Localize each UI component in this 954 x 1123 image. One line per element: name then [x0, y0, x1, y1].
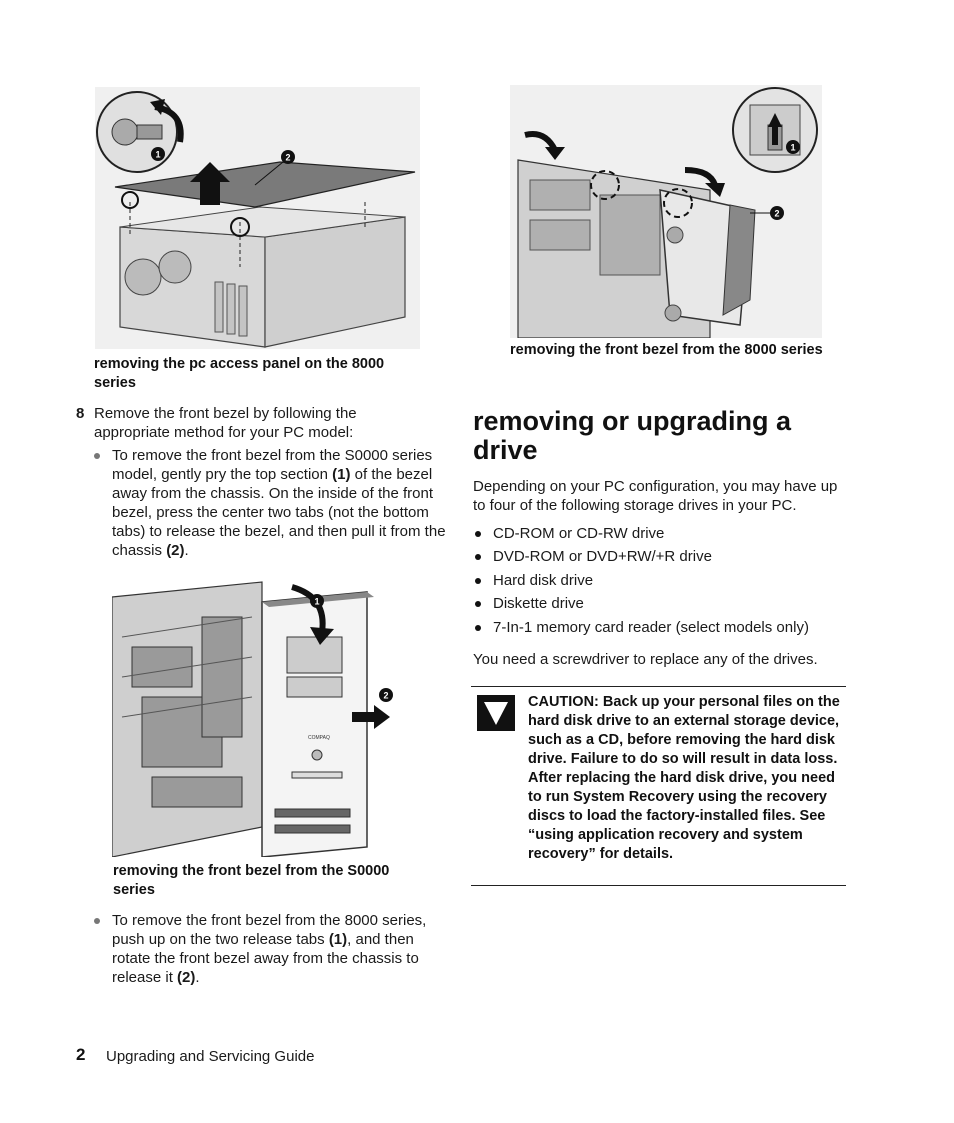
step-text: Remove the front bezel by following the appropriate method for your PC model:: [94, 405, 357, 441]
callout-2-label: 2: [285, 152, 291, 163]
figure-access-panel-caption: removing the pc access panel on the 8000 series: [94, 356, 385, 391]
figure-bezel-8000-image: [510, 85, 822, 338]
bullet-text: To remove the front bezel from the 8000 series, push up on the two release tabs (1), and then rotate the front bezel away from the chassis to release it (2).: [112, 912, 427, 986]
bullet-dot: [475, 578, 481, 584]
drive-label: Diskette drive: [493, 595, 584, 612]
callout-1-label: 1: [155, 149, 161, 160]
callout-2-label: 2: [774, 208, 780, 219]
figure-bezel-8000-caption: removing the front bezel from the 8000 series: [510, 342, 823, 358]
figure-access-panel-image: [95, 87, 420, 349]
callout-1-label: 1: [790, 142, 796, 153]
bullet-dot: [475, 554, 481, 560]
bullet-dot: [475, 531, 481, 537]
drive-label: DVD-ROM or DVD+RW/+R drive: [493, 548, 712, 565]
caution-box: [471, 686, 846, 886]
footer-title: Upgrading and Servicing Guide: [106, 1048, 315, 1065]
step-number: 8: [76, 405, 85, 422]
callout-1-label: 1: [314, 596, 320, 607]
drive-label: 7-In-1 memory card reader (select models only): [493, 619, 809, 636]
drive-label: Hard disk drive: [493, 572, 594, 589]
drive-label: CD-ROM or CD-RW drive: [493, 525, 665, 542]
section-intro: Depending on your PC configuration, you may have up to four of the following storage drives in your PC.: [473, 478, 838, 514]
bullet-dot: [94, 918, 100, 924]
bullet-dot: [475, 625, 481, 631]
callout-2-label: 2: [383, 690, 389, 701]
section-heading: removing or upgrading a drive: [473, 406, 792, 465]
bullet-dot: [94, 453, 100, 459]
warning-icon: [477, 695, 515, 731]
bezel-brand-text: COMPAQ: [308, 735, 330, 741]
figure-bezel-s0000-caption: removing the front bezel from the S0000 series: [113, 863, 390, 898]
bullet-text: To remove the front bezel from the S0000 series model, gently pry the top section (1) of the bezel away from the chassis. On the inside of the front bezel, press the center two tabs (not the bottom tabs) to release the bezel, and then pull it from the chassis (2).: [112, 447, 446, 559]
caution-text: CAUTION: Back up your personal files on the hard disk drive to an external storage device, such as a CD, before removing the hard disk drive. Failure to do so will result in data loss. After replacing the hard disk drive, you need to run System Recovery using the recovery discs to load the factory-installed files. See “using application recovery and system recovery” for details.: [528, 694, 840, 862]
figure-bezel-s0000-image: [112, 577, 400, 857]
bullet-dot: [475, 601, 481, 607]
screwdriver-note: You need a screwdriver to replace any of the drives.: [473, 651, 818, 668]
page-number: 2: [76, 1045, 86, 1064]
